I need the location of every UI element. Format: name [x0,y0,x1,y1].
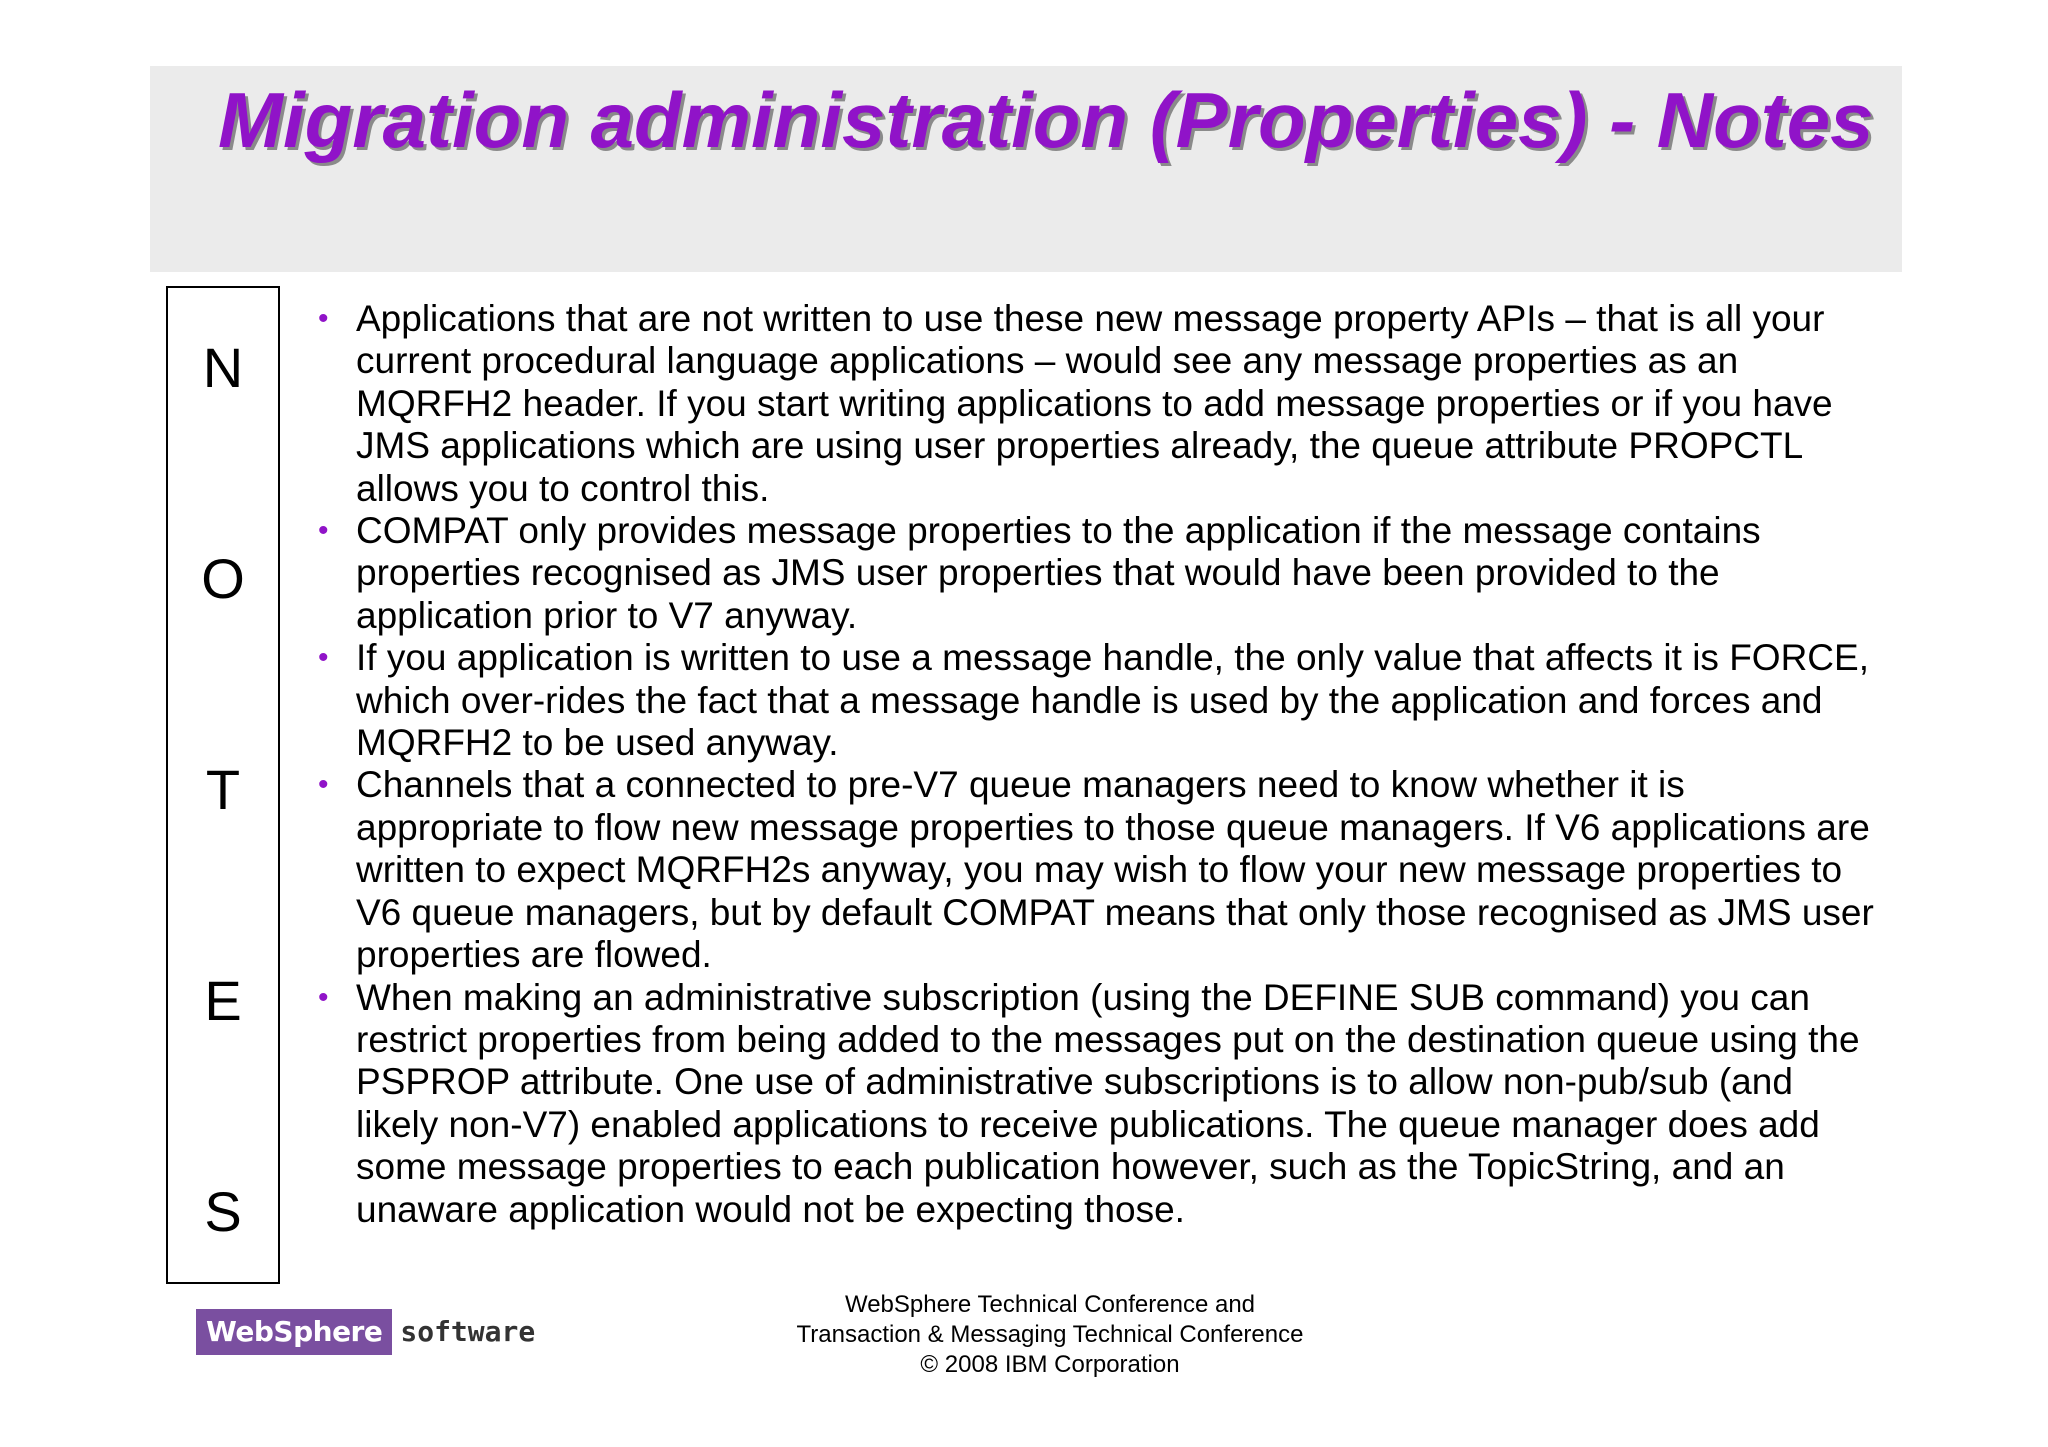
footer [700,1290,1400,1380]
bullet-icon: • [318,302,329,335]
websphere-logo [196,1309,535,1355]
notes-letter-e: E [204,969,242,1032]
bullet-item [316,764,1876,976]
logo-product: software [400,1315,536,1348]
bullet-icon: • [318,514,329,548]
bullet-text: Channels that a connected to pre-V7 queue managers need to know whether it is appropriate to flow new message properties to those queue managers. If V6 applications are written to expect MQRFH2s anyway, you may wish to flow your new message properties to V6 queue managers, but by default COMPAT means that only those recognised as JMS user properties are flowed. [356,764,1874,976]
bullet-item [316,510,1876,637]
bullet-item [316,977,1876,1231]
bullet-text: If you application is written to use a message handle, the only value that affects it is FORCE, which over-rides the fact that a message handle is used by the application and forces and MQRFH2 to be used anyway. [356,637,1869,764]
bullet-icon: • [318,641,329,675]
footer-line-transaction: Transaction & Messaging Technical Conference [796,1321,1304,1348]
bullet-text: When making an administrative subscription (using the DEFINE SUB command) you can restrict properties from being added to the messages put on the destination queue using the PSPROP attribute. One use of administrative subscriptions is to allow non-pub/sub (and likely non-V7) enabled applications to receive publications. The queue manager does add some message properties to each publication however, such as the TopicString, and an unaware application would not be expecting those. [356,976,1860,1230]
bullet-text: COMPAT only provides message properties to the application if the message contains properties recognised as JMS user properties that would have been provided to the application prior to V7 anyway. [356,510,1761,636]
bullet-icon: • [318,768,329,802]
slide-title: Migration administration (Properties) - Notes [218,76,1874,164]
notes-letter-t: T [205,758,241,821]
footer-copyright: © 2008 IBM Corporation [920,1351,1180,1378]
bullet-icon: • [318,980,329,1014]
notes-bullet-list [316,298,1876,1231]
bullet-text: Applications that are not written to use these new message property APIs – that is all your current procedural language applications – would see any message properties as an MQRFH2 header. If you start writing applications to add message properties or if you have JMS applications which are using user properties already, the queue attribute PROPCTL allows you to control this. [356,298,1833,509]
notes-letter-s: S [204,1180,242,1243]
notes-letter-o: O [201,547,245,610]
footer-line-conference: WebSphere Technical Conference and [844,1291,1256,1318]
logo-brand: WebSphere [196,1309,392,1355]
bullet-item [316,637,1876,764]
notes-letter-n: N [202,336,244,399]
bullet-item [316,298,1876,510]
notes-sidebar [166,286,280,1284]
